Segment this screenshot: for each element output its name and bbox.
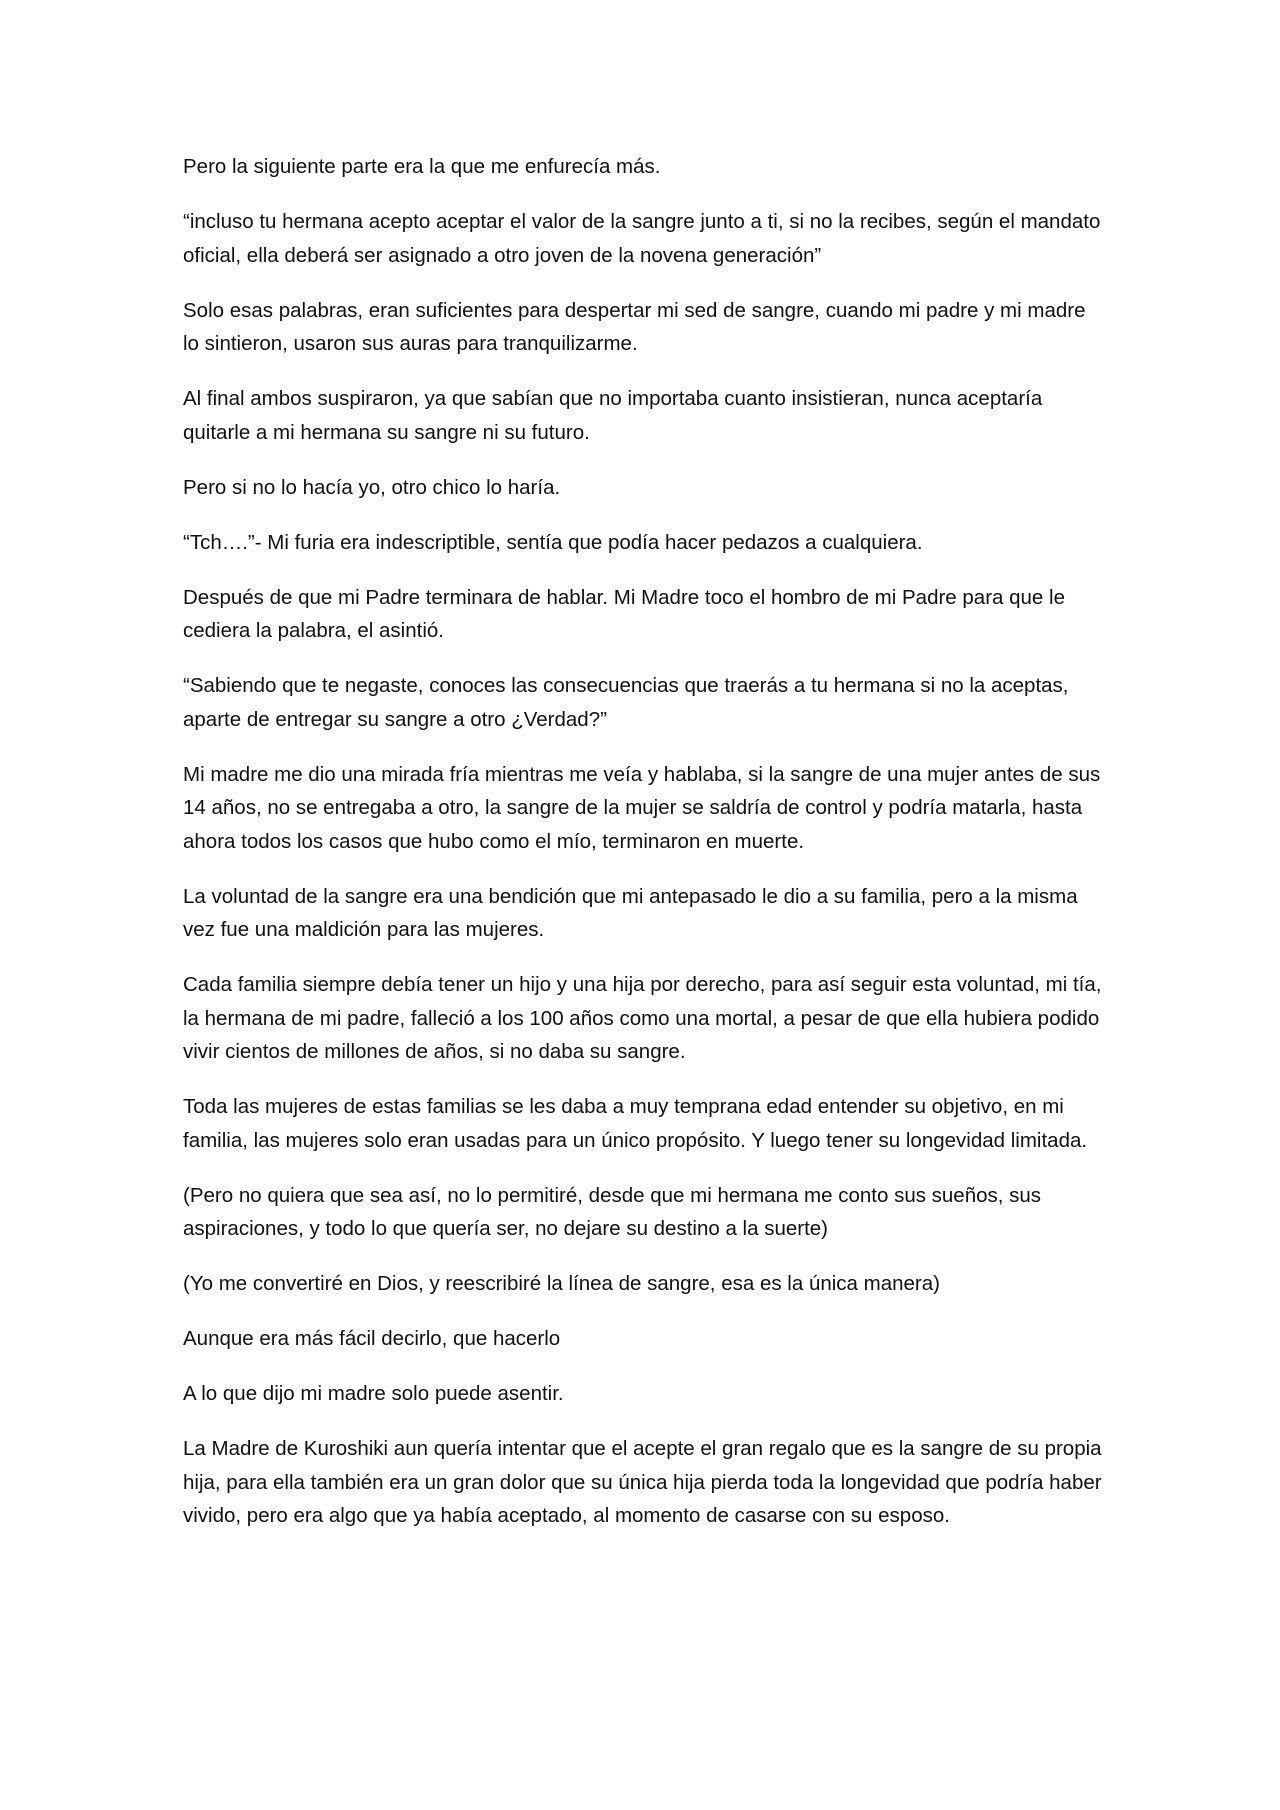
paragraph: Mi madre me dio una mirada fría mientras me veía y hablaba, si la sangre de una mujer antes de sus 14 años, no se entregaba a otro, la sangre de la mujer se saldría de control y podría matarla, hasta ahora todos los casos que hubo como el mío, terminaron en muerte. xyxy=(183,762,1101,853)
paragraph: A lo que dijo mi madre solo puede asentir. xyxy=(183,1382,564,1405)
paragraph: Pero si no lo hacía yo, otro chico lo haría. xyxy=(183,475,561,499)
paragraph: Aunque era más fácil decirlo, que hacerlo xyxy=(183,1327,561,1350)
paragraph: Cada familia siempre debía tener un hijo y una hija por derecho, para así seguir esta voluntad, mi tía, la hermana de mi padre, falleció a los 100 años como una mortal, a pesar de que ella hubiera podido vivir cientos de millones de años, si no daba su sangre. xyxy=(183,973,1102,1063)
paragraph: Al final ambos suspiraron, ya que sabían que no importaba cuanto insistieran, nunca aceptaría quitarle a mi hermana su sangre ni su futuro. xyxy=(183,387,1043,444)
paragraph: Después de que mi Padre terminara de hablar. Mi Madre toco el hombro de mi Padre para que le cediera la palabra, el asintió. xyxy=(183,585,1065,642)
paragraph: “Tch….”- Mi furia era indescriptible, sentía que podía hacer pedazos a cualquiera. xyxy=(183,530,923,554)
paragraph: La voluntad de la sangre era una bendición que mi antepasado le dio a su familia, pero a la misma vez fue una maldición para las mujeres. xyxy=(183,884,1078,941)
paragraph: Pero la siguiente parte era la que me enfurecía más. xyxy=(183,155,661,178)
paragraph: “Sabiendo que te negaste, conoces las consecuencias que traerás a tu hermana si no la aceptas, aparte de entregar su sangre a otro ¿Verdad?” xyxy=(183,674,1069,731)
paragraph: (Yo me convertiré en Dios, y reescribiré la línea de sangre, esa es la única manera) xyxy=(183,1272,940,1295)
paragraph: Solo esas palabras, eran suficientes para despertar mi sed de sangre, cuando mi padre y mi madre lo sintieron, usaron sus auras para tranquilizarme. xyxy=(183,298,1086,355)
paragraph: La Madre de Kuroshiki aun quería intentar que el acepte el gran regalo que es la sangre de su propia hija, para ella también era un gran dolor que su única hija pierda toda la longevidad que podría haber vivido, pero era algo que ya había aceptado, al momento de casarse con su esposo. xyxy=(183,1437,1102,1527)
document-body xyxy=(183,150,1103,1554)
paragraph: “incluso tu hermana acepto aceptar el valor de la sangre junto a ti, si no la recibes, según el mandato oficial, ella deberá ser asignado a otro joven de la novena generación” xyxy=(183,210,1101,267)
paragraph: (Pero no quiera que sea así, no lo permitiré, desde que mi hermana me conto sus sueños, sus aspiraciones, y todo lo que quería ser, no dejare su destino a la suerte) xyxy=(183,1183,1042,1240)
paragraph: Toda las mujeres de estas familias se les daba a muy temprana edad entender su objetivo, en mi familia, las mujeres solo eran usadas para un único propósito. Y luego tener su longevidad limitada. xyxy=(183,1095,1088,1152)
